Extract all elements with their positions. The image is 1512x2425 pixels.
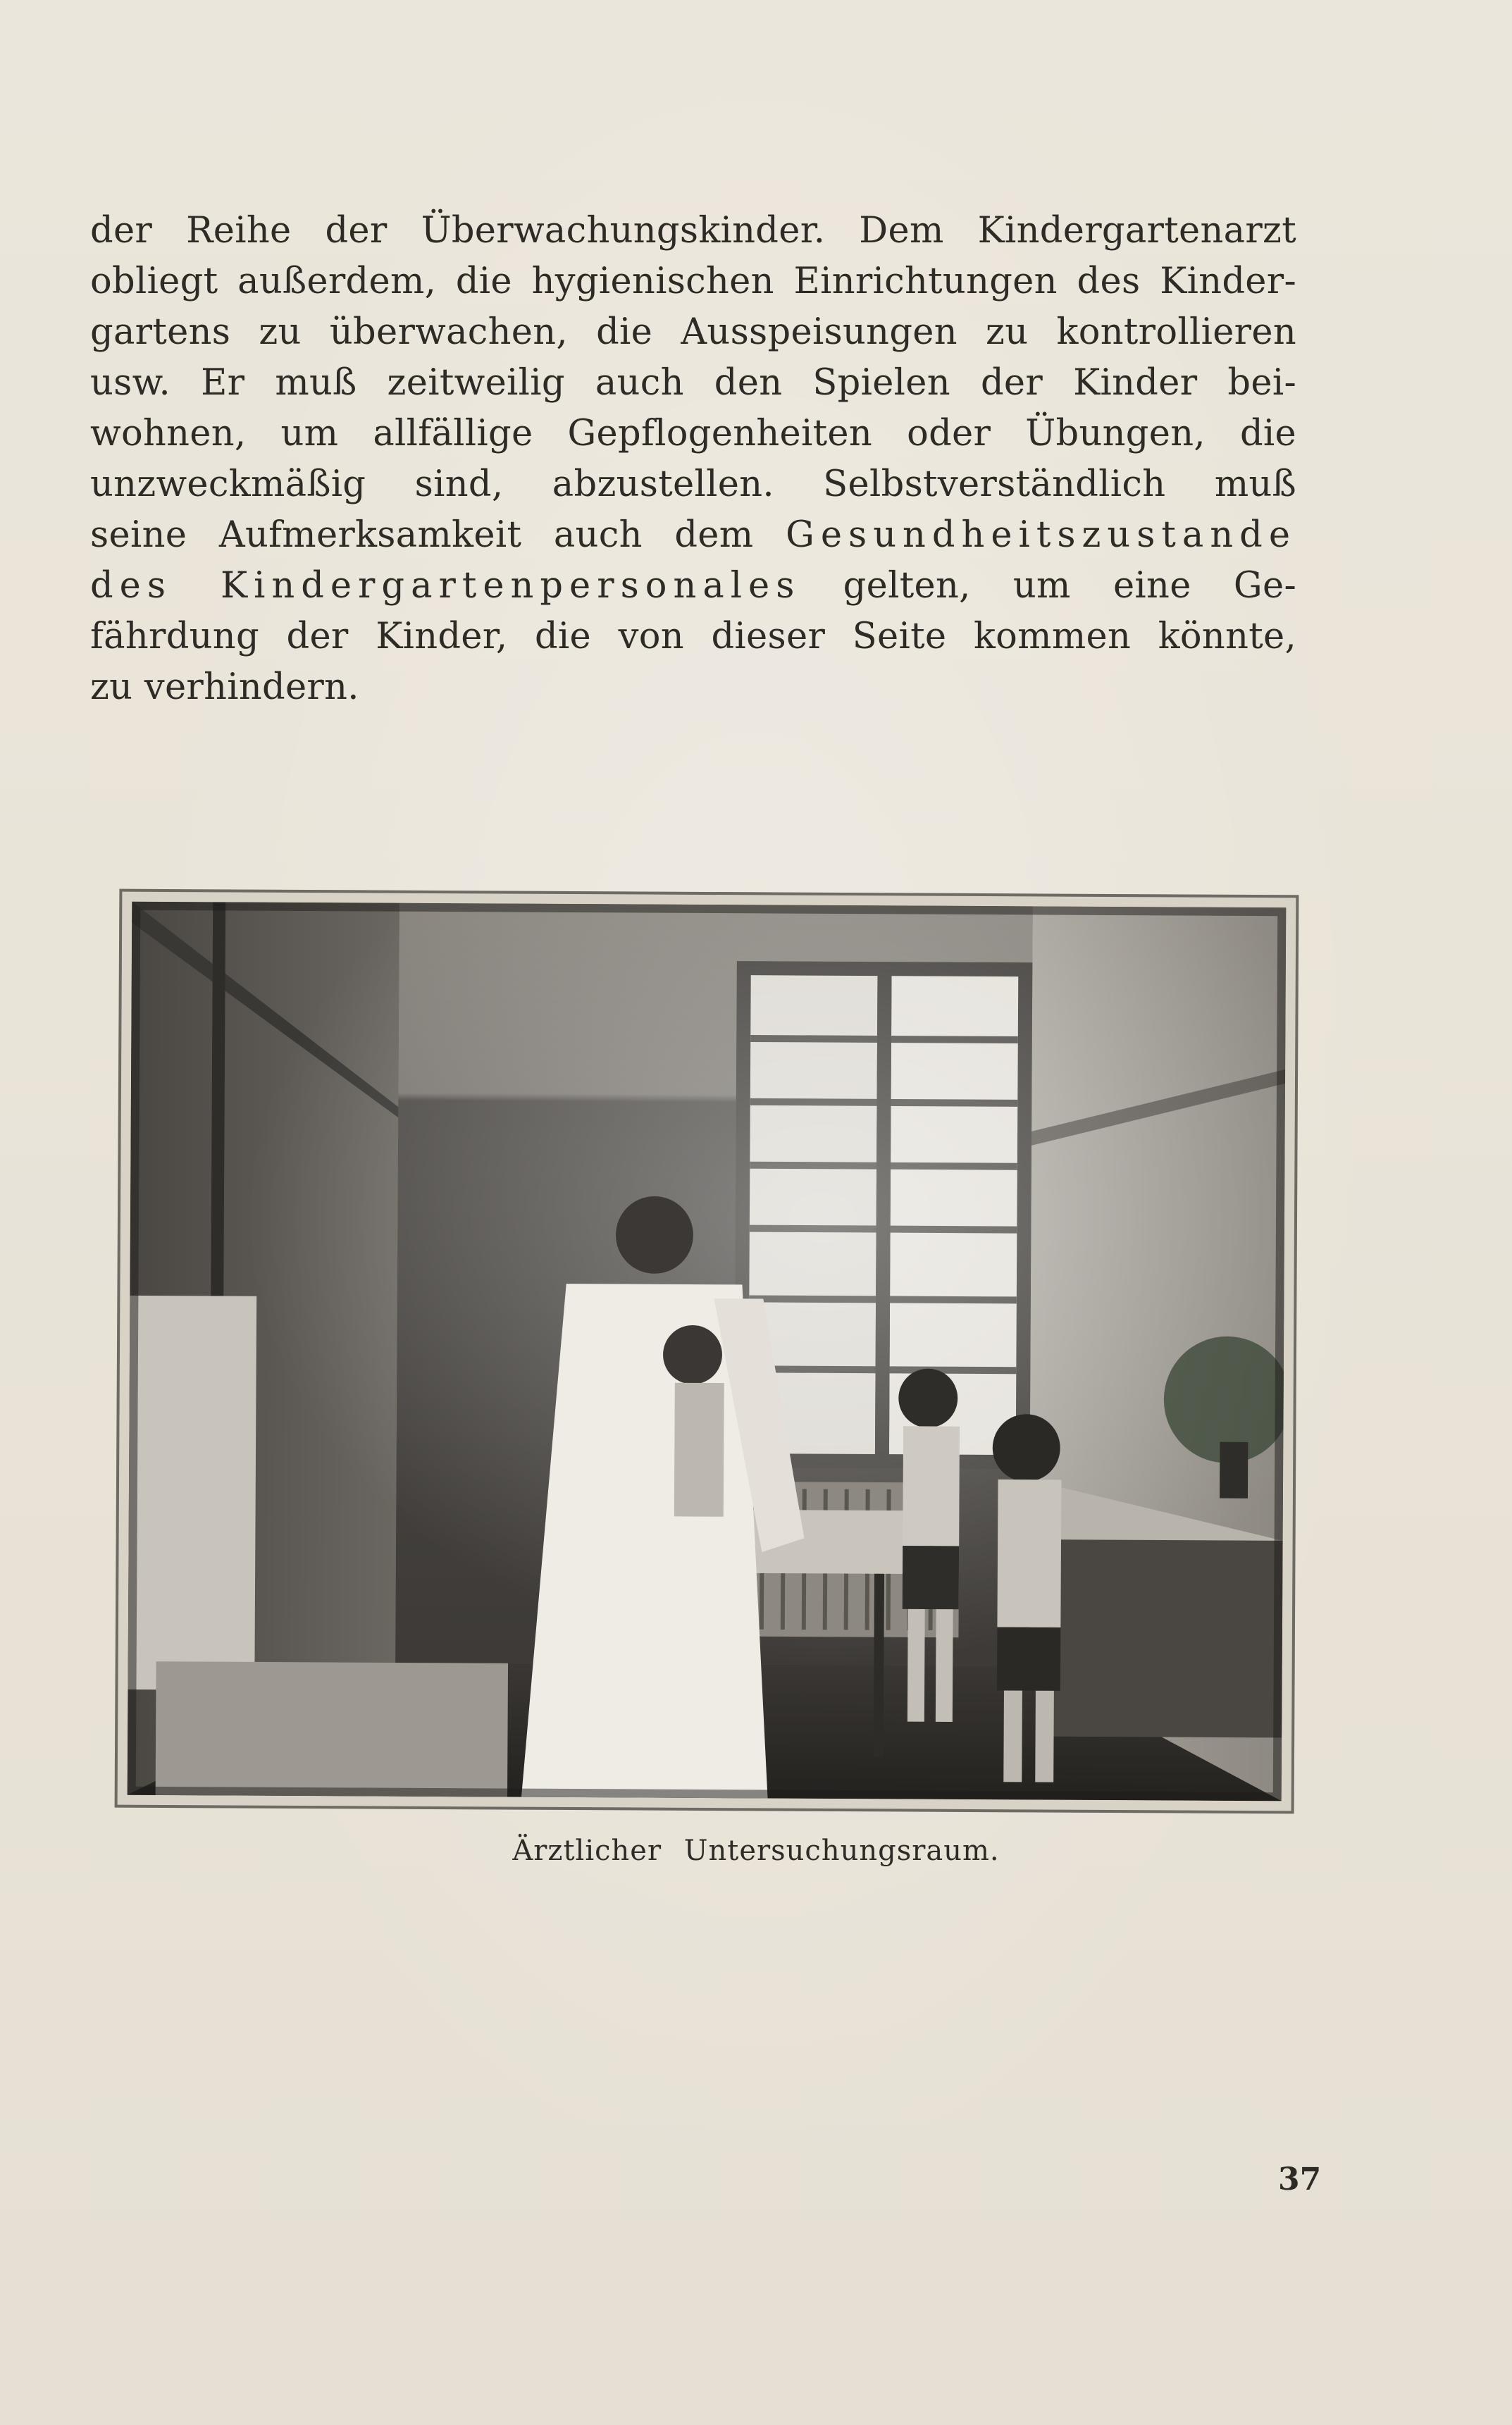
body-line: zu verhindern.: [90, 666, 359, 708]
photograph-frame: [115, 889, 1299, 1814]
body-line: unzweckmäßig sind, abzustellen. Selbstverständlich muß: [90, 464, 1296, 505]
spaced-emphasis: Gesundheitszustande: [786, 514, 1296, 556]
body-line: wohnen, um allfällige Gepflogenheiten oder Übungen, die: [90, 413, 1296, 454]
body-line: usw. Er muß zeitweilig auch den Spielen der Kinder bei-: [90, 362, 1296, 404]
body-line-suffix: gelten, um eine Ge-: [800, 565, 1296, 607]
spaced-emphasis: des Kindergartenpersonales: [90, 565, 801, 607]
body-line-prefix: seine Aufmerksamkeit auch dem: [90, 514, 786, 556]
body-line: fährdung der Kinder, die von dieser Seite kommen könnte,: [90, 616, 1296, 657]
examination-room-photo: [128, 902, 1287, 1801]
figure-caption: Ärztlicher Untersuchungsraum.: [512, 1835, 1000, 1867]
body-paragraph: [90, 206, 1296, 713]
body-line: obliegt außerdem, die hygienischen Einrichtungen des Kinder-: [90, 261, 1296, 302]
body-line: [90, 561, 1296, 612]
page-number: 37: [1278, 2162, 1322, 2197]
body-line: [90, 510, 1296, 561]
body-line: der Reihe der Überwachungskinder. Dem Kindergartenarzt: [90, 210, 1296, 252]
body-line: gartens zu überwachen, die Ausspeisungen zu kontrollieren: [90, 311, 1296, 353]
